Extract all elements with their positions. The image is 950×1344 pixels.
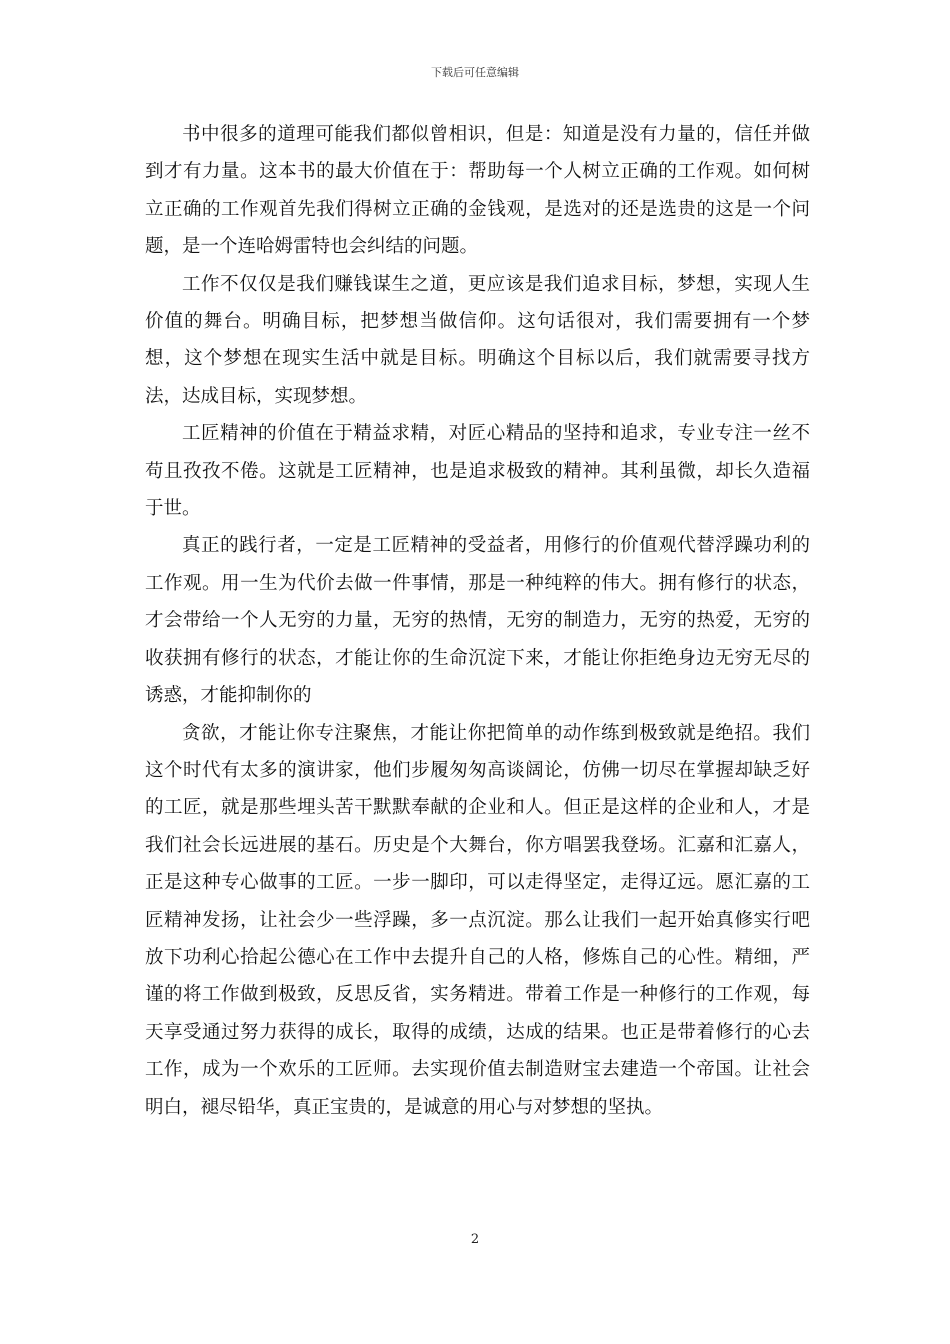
paragraph-4: 真正的践行者，一定是工匠精神的受益者，用修行的价值观代替浮躁功利的工作观。用一生为代价去做一件事情，那是一种纯粹的伟大。拥有修行的状态，才会带给一个人无穷的力量，无穷的热情，无穷的制造力，无穷的热爱，无穷的收获拥有修行的状态，才能让你的生命沉淀下来，才能让你拒绝身边无穷无尽的诱惑，才能抑制你的 (145, 535, 810, 707)
document-body (145, 116, 810, 1126)
paragraph-1: 书中很多的道理可能我们都似曾相识，但是：知道是没有力量的，信任并做到才有力量。这本书的最大价值在于：帮助每一个人树立正确的工作观。如何树立正确的工作观首先我们得树立正确的金钱观，是选对的还是选贵的这是一个问题，是一个连哈姆雷特也会纠结的问题。 (145, 124, 810, 258)
paragraph-2: 工作不仅仅是我们赚钱谋生之道，更应该是我们追求目标，梦想，实现人生价值的舞台。明确目标，把梦想当做信仰。这句话很对，我们需要拥有一个梦想，这个梦想在现实生活中就是目标。明确这个目标以后，我们就需要寻找方法，达成目标，实现梦想。 (145, 273, 810, 407)
page-header: 下载后可任意编辑 (431, 66, 519, 79)
page-number: 2 (470, 1232, 480, 1247)
paragraph-5: 贪欲，才能让你专注聚焦，才能让你把简单的动作练到极致就是绝招。我们这个时代有太多的演讲家，他们步履匆匆高谈阔论，仿佛一切尽在掌握却缺乏好的工匠，就是那些埋头苦干默默奉献的企业和人。但正是这样的企业和人，才是我们社会长远进展的基石。历史是个大舞台，你方唱罢我登场。汇嘉和汇嘉人，正是这种专心做事的工匠。一步一脚印，可以走得坚定，走得辽远。愿汇嘉的工匠精神发扬，让社会少一些浮躁，多一点沉淀。那么让我们一起开始真修实行吧放下功利心拾起公德心在工作中去提升自己的人格，修炼自己的心性。精细，严谨的将工作做到极致，反思反省，实务精进。带着工作是一种修行的工作观，每天享受通过努力获得的成长，取得的成绩，达成的结果。也正是带着修行的心去工作，成为一个欢乐的工匠师。去实现价值去制造财宝去建造一个帝国。让社会明白，褪尽铅华，真正宝贵的，是诚意的用心与对梦想的坚执。 (145, 722, 810, 1118)
paragraph-3: 工匠精神的价值在于精益求精，对匠心精品的坚持和追求，专业专注一丝不苟且孜孜不倦。这就是工匠精神，也是追求极致的精神。其利虽微，却长久造福于世。 (145, 423, 810, 520)
